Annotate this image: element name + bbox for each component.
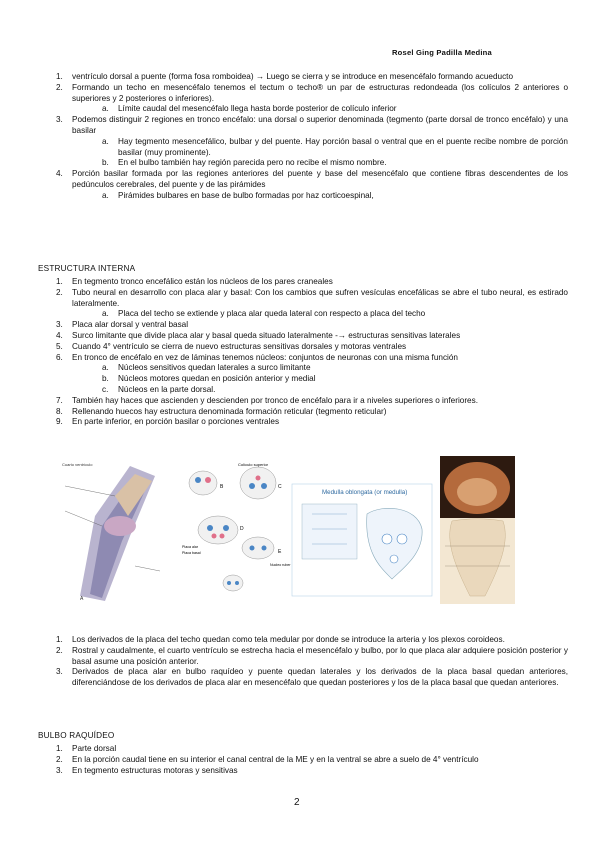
list-item — [38, 667, 568, 689]
fig-label: C — [278, 484, 282, 490]
fig-label: A — [80, 596, 84, 602]
list-item — [38, 277, 568, 288]
item-number: 3. — [56, 667, 63, 677]
item-number: 1. — [56, 277, 63, 286]
list-item — [38, 755, 568, 766]
list-item — [38, 83, 568, 115]
sub-item — [38, 104, 568, 115]
item-number: 1. — [56, 72, 63, 81]
item-number: 8. — [56, 406, 63, 416]
sub-text: Núcleos motores quedan en posición anterior y medial — [118, 374, 316, 384]
list-item — [38, 353, 568, 396]
brainstem-illustration — [60, 456, 175, 604]
sub-number: a. — [102, 104, 109, 114]
item-text: En tegmento tronco encefálico están los núcleos de los pares craneales — [72, 277, 333, 286]
item-text: Rellenando huecos hay estructura denominada formación reticular (tegmento reticular) — [72, 406, 387, 416]
item-text: En tronco de encéfalo en vez de láminas tenemos núcleos: conjuntos de neuronas con una misma función — [72, 352, 458, 362]
item-text: Placa alar dorsal y ventral basal — [72, 320, 189, 330]
brain-photo — [440, 456, 515, 604]
list-item — [38, 646, 568, 668]
list-item — [38, 407, 568, 418]
fig-label: E — [278, 549, 282, 555]
list-item — [38, 288, 568, 320]
cross-section-diagrams — [178, 458, 291, 598]
item-text: Derivados de placa alar en bulbo raquídeo y puente quedan laterales y los derivados de la placa basal quedan anteriores, diferenciándose de los derivados de placa alar en mesencéfalo que quedan posteriores y los de la placa basal que quedan anteriores. — [72, 667, 568, 688]
sub-text: En el bulbo también hay región parecida pero no recibe el mismo nombre. — [118, 158, 387, 168]
sub-item — [38, 363, 568, 374]
sub-item — [38, 374, 568, 385]
section-heading: ESTRUCTURA INTERNA — [38, 264, 136, 273]
medulla-diagram — [292, 484, 432, 596]
sub-number: a. — [102, 190, 109, 200]
item-number: 2. — [56, 754, 63, 764]
figure-panel — [60, 456, 580, 606]
fig-label: Colículo superior — [238, 462, 269, 467]
structure-list — [38, 277, 568, 428]
item-text: En la porción caudal tiene en su interior el canal central de la ME y en la ventral se abre a suelo de 4° ventrículo — [72, 754, 479, 764]
item-number: 9. — [56, 417, 63, 427]
item-number: 3. — [56, 765, 63, 775]
list-item — [38, 331, 568, 342]
item-number: 3. — [56, 115, 63, 125]
item-text: Podemos distinguir 2 regiones en tronco encéfalo: una dorsal o superior denominada (tegmento (parte dorsal de tronco encéfalo) y una basilar — [72, 115, 568, 135]
fig-label: D — [240, 526, 244, 532]
intro-list — [38, 72, 568, 202]
item-number: 7. — [56, 395, 63, 405]
author-name: Rosel Ging Padilla Medina — [392, 48, 492, 57]
item-text: También hay haces que ascienden y descienden por tronco de encéfalo para ir a niveles superiores o inferiores. — [72, 395, 478, 405]
sub-number: c. — [102, 384, 109, 394]
sub-item — [38, 385, 568, 396]
list-item — [38, 635, 568, 646]
list-item — [38, 342, 568, 353]
item-text: Formando un techo en mesencéfalo tenemos el tectum o techo® un par de estructuras redondeada (los colículos 2 anteriores o superiores y 2 posteriores o inferiores). — [72, 82, 568, 103]
list-item — [38, 744, 568, 755]
sub-number: b. — [102, 374, 109, 384]
fig-label: Placa alar — [182, 545, 198, 549]
sub-text: Límite caudal del mesencéfalo llega hasta borde posterior de colículo inferior — [118, 104, 397, 114]
item-text: Cuando 4° ventrículo se cierra de nuevo estructuras sensitivas dorsales y motoras ventrales — [72, 341, 407, 351]
list-item — [38, 766, 568, 777]
sub-text: Núcleos en la parte dorsal. — [118, 384, 216, 394]
sub-text: Placa del techo se extiende y placa alar queda lateral con respecto a placa del techo — [118, 309, 426, 319]
item-number: 5. — [56, 341, 63, 351]
item-number: 6. — [56, 352, 63, 362]
sub-item — [38, 191, 568, 202]
item-number: 3. — [56, 320, 63, 330]
item-text: Parte dorsal — [72, 744, 117, 753]
item-text: En parte inferior, en porción basilar o porciones ventrales — [72, 417, 280, 427]
list-item — [38, 169, 568, 201]
item-text: Surco limitante que divide placa alar y basal queda situado lateralmente -→ estructuras sensitivas laterales — [72, 330, 461, 340]
item-text: Rostral y caudalmente, el cuarto ventrículo se estrecha hacia el mesencéfalo y bulbo, por lo que placa alar adquiere posición posterior y basal asume una posición anterior. — [72, 645, 568, 666]
item-number: 4. — [56, 169, 63, 179]
fig-label: Cuarto ventrículo — [62, 462, 93, 467]
fig-label: Nucleo ruber — [270, 563, 291, 567]
medulla-list — [38, 744, 568, 776]
list-item — [38, 320, 568, 331]
sub-number: b. — [102, 158, 109, 168]
fig-label: B — [220, 484, 224, 490]
sub-number: a. — [102, 363, 109, 373]
list-item — [38, 115, 568, 169]
derivatives-list — [38, 635, 568, 689]
item-number: 1. — [56, 744, 63, 753]
section-heading: BULBO RAQUÍDEO — [38, 731, 115, 740]
item-text: Los derivados de la placa del techo quedan como tela medular por donde se introduce la arteria y los plexos coroideos. — [72, 635, 505, 644]
sub-text: Hay tegmento mesencefálico, bulbar y del puente. Hay porción basal o ventral que en el puente recibe nombre de porción basilar (muy prominente). — [118, 136, 568, 157]
sub-number: a. — [102, 136, 109, 146]
item-number: 2. — [56, 645, 63, 655]
list-item — [38, 417, 568, 428]
item-text: Tubo neural en desarrollo con placa alar y basal: Con los cambios que sufren vesículas encefálicas se abre el tubo neural, es estirado lateralmente. — [72, 287, 568, 308]
item-number: 2. — [56, 287, 63, 297]
sub-number: a. — [102, 309, 109, 319]
fig-label: Placa basal — [182, 551, 201, 555]
sub-item — [38, 137, 568, 159]
item-number: 4. — [56, 330, 63, 340]
diagram-title: Medulla oblongata (or medulla) — [322, 489, 408, 496]
item-text: Porción basilar formada por las regiones anteriores del puente y base del mesencéfalo que contiene fibras descendentes de los pedúnculos cerebrales, del puente y de las pirámides — [72, 169, 568, 189]
item-number: 1. — [56, 635, 63, 644]
item-text: En tegmento estructuras motoras y sensitivas — [72, 765, 238, 775]
item-number: 2. — [56, 82, 63, 92]
sub-item — [38, 158, 568, 169]
sub-item — [38, 309, 568, 320]
list-item — [38, 72, 568, 83]
page-number: 2 — [294, 797, 300, 808]
list-item — [38, 396, 568, 407]
item-text: ventrículo dorsal a puente (forma fosa romboidea) → Luego se cierra y se introduce en mesencéfalo formando acueducto — [72, 72, 514, 81]
sub-text: Pirámides bulbares en base de bulbo formadas por haz corticoespinal, — [118, 190, 374, 200]
sub-text: Núcleos sensitivos quedan laterales a surco limitante — [118, 363, 311, 373]
